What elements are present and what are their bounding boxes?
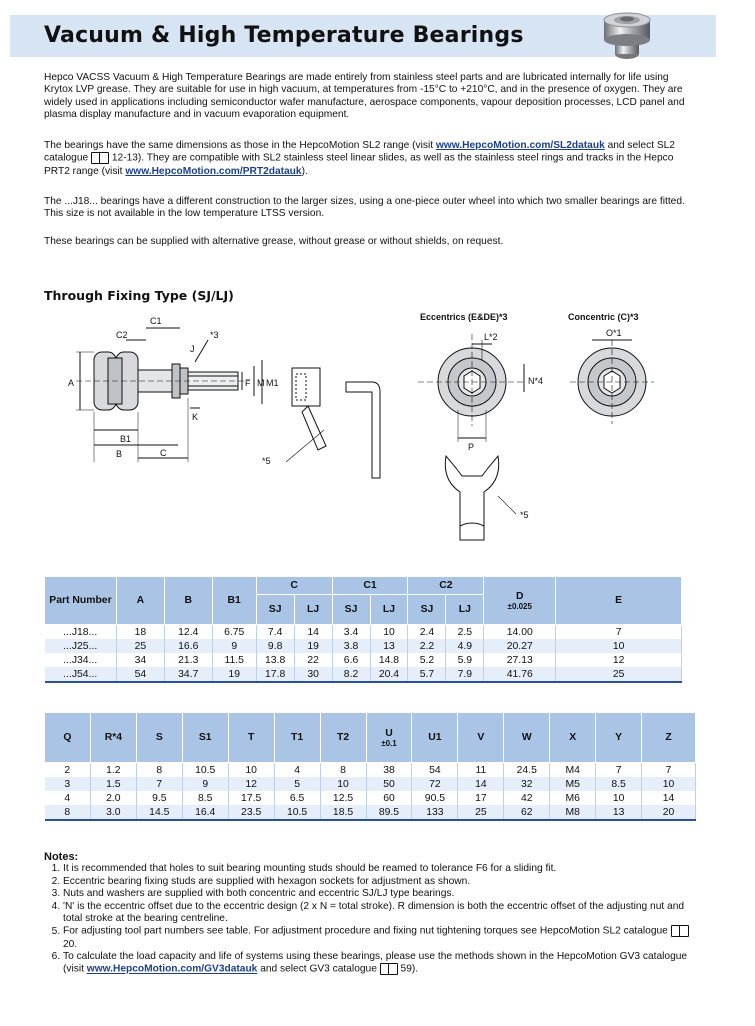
intro-paragraph-4: These bearings can be supplied with alternative grease, without grease or without shields, on request. xyxy=(44,236,504,247)
cell: 25 xyxy=(116,639,164,653)
cell: 7.9 xyxy=(446,667,484,682)
th-u-label: U xyxy=(385,727,393,739)
cell: 10 xyxy=(228,763,274,778)
label-b: B xyxy=(116,449,123,459)
th-c2-lj: LJ xyxy=(446,595,484,625)
th-c1: C1 xyxy=(332,577,408,595)
th-c2: C2 xyxy=(408,577,484,595)
cell: M6 xyxy=(550,791,596,805)
label-m: M xyxy=(257,378,265,388)
intro-paragraph-3: The ...J18... bearings have a different construction to the larger sizes, using a one-piece outer wheel into which two smaller bearings are fitted. This size is not available in the low temperature LTSS version. xyxy=(44,196,685,220)
cell: 32 xyxy=(504,777,550,791)
table-row xyxy=(45,667,682,682)
cell: 2.0 xyxy=(90,791,136,805)
prt2-link[interactable]: www.HepcoMotion.com/PRT2datauk xyxy=(125,165,302,177)
note-6-text-a: To calculate the load capacity and life of systems using these bearings, please use the methods shown in the HepcoMotion GV3 catalogue (visit xyxy=(63,950,688,976)
th-a: A xyxy=(116,577,164,625)
cell: 8.5 xyxy=(596,777,642,791)
cell: M4 xyxy=(550,763,596,778)
th-d-tolerance: ±0.025 xyxy=(507,601,532,611)
cell: 11 xyxy=(458,763,504,778)
cell: 12.5 xyxy=(320,791,366,805)
table-row xyxy=(45,653,682,667)
note-1: 1. It is recommended that holes to suit bearing mounting studs should be reamed to tolerance F6 for a sliding fit. xyxy=(63,863,704,875)
cell: 12 xyxy=(228,777,274,791)
th-t: T xyxy=(228,713,274,763)
th-x: X xyxy=(550,713,596,763)
cell: 10 xyxy=(596,791,642,805)
label-l2: L*2 xyxy=(484,332,498,342)
p2-text-c: 12-13). They are compatible with SL2 stainless steel linear slides, as well as the stainless steel rings and tracks in the Hepco PRT2 range (visit xyxy=(44,153,674,177)
label-j: J xyxy=(190,344,195,354)
cell: 6.75 xyxy=(212,625,256,640)
cell: 14.5 xyxy=(136,805,182,820)
cell: 72 xyxy=(412,777,458,791)
label-star5a: *5 xyxy=(262,456,271,466)
th-z: Z xyxy=(642,713,696,763)
gv3-link[interactable]: www.HepcoMotion.com/GV3datauk xyxy=(86,964,258,976)
th-t1: T1 xyxy=(274,713,320,763)
table-row xyxy=(45,791,696,805)
cell: ...J34... xyxy=(45,653,117,667)
cell: 8 xyxy=(45,805,91,820)
note-2: 2. Eccentric bearing fixing studs are supplied with hexagon sockets for adjustment as shown. xyxy=(63,876,704,888)
cell: 1.5 xyxy=(90,777,136,791)
cell: 14.8 xyxy=(370,653,408,667)
cell: ...J54... xyxy=(45,667,117,682)
th-s: S xyxy=(136,713,182,763)
th-c-lj: LJ xyxy=(294,595,332,625)
cell: 18.5 xyxy=(320,805,366,820)
cell: M5 xyxy=(550,777,596,791)
cell: 12 xyxy=(556,653,682,667)
catalogue-book-icon xyxy=(91,152,109,164)
cell: 7.4 xyxy=(256,625,294,640)
note-5-text-b: 20. xyxy=(63,938,78,950)
th-c1-sj: SJ xyxy=(332,595,370,625)
cell: 4.9 xyxy=(446,639,484,653)
cell: ...J25... xyxy=(45,639,117,653)
cell: 10 xyxy=(556,639,682,653)
cell: 16.4 xyxy=(182,805,228,820)
cell: ...J18... xyxy=(45,625,117,640)
cell: 42 xyxy=(504,791,550,805)
cell: 8 xyxy=(136,763,182,778)
cell: 27.13 xyxy=(484,653,556,667)
th-q: Q xyxy=(45,713,91,763)
cell: 9.5 xyxy=(136,791,182,805)
cell: 23.5 xyxy=(228,805,274,820)
cell: 20 xyxy=(642,805,696,820)
label-c2: C2 xyxy=(116,330,128,340)
cell: 2 xyxy=(45,763,91,778)
cell: 20.4 xyxy=(370,667,408,682)
section-title: Through Fixing Type (SJ/LJ) xyxy=(44,288,234,303)
p2-text-a: The bearings have the same dimensions as those in the HepcoMotion SL2 range (visit xyxy=(44,140,436,151)
cell: 4 xyxy=(45,791,91,805)
cell: 7 xyxy=(596,763,642,778)
cell: 10.5 xyxy=(274,805,320,820)
cell: 50 xyxy=(366,777,412,791)
note-6 xyxy=(63,951,704,977)
cell: 17 xyxy=(458,791,504,805)
cell: 25 xyxy=(556,667,682,682)
cell: 3.4 xyxy=(332,625,370,640)
catalogue-book-icon xyxy=(671,925,689,937)
intro-paragraph-1: Hepco VACSS Vacuum & High Temperature Bearings are made entirely from stainless steel parts and are lubricated internally for life using Krytox LVP grease. They are suitable for use in high vacuum, at temperatures from -15°C to +210°C, and in the presence of oxygen. They are widely used in applications including semiconductor wafer manufacture, aerospace components, vapour deposition processes, LCD panel and plasma display manufacture and in vacuum evaporation equipment. xyxy=(44,72,685,121)
cell: 89.5 xyxy=(366,805,412,820)
label-eccentrics: Eccentrics (E&DE)*3 xyxy=(420,312,508,322)
cell: 4 xyxy=(274,763,320,778)
label-b1: B1 xyxy=(120,434,132,444)
p2-text-b: and select SL2 catalogue xyxy=(44,140,675,165)
cell: 25 xyxy=(458,805,504,820)
cell: 7 xyxy=(642,763,696,778)
p2-text-d: ). xyxy=(301,165,308,177)
cell: 16.6 xyxy=(164,639,212,653)
cell: 8 xyxy=(320,763,366,778)
cell: 9 xyxy=(212,639,256,653)
th-c-sj: SJ xyxy=(256,595,294,625)
th-c2-sj: SJ xyxy=(408,595,446,625)
th-e: E xyxy=(556,577,682,625)
th-d xyxy=(484,577,556,625)
dimensions-table-1 xyxy=(44,576,682,683)
cell: 5.2 xyxy=(408,653,446,667)
cell: 7 xyxy=(136,777,182,791)
label-f: F xyxy=(245,378,251,388)
bearing-photo xyxy=(596,2,658,64)
dimensions-table-2 xyxy=(44,712,696,821)
cell: 14 xyxy=(458,777,504,791)
th-s1: S1 xyxy=(182,713,228,763)
cell: 2.5 xyxy=(446,625,484,640)
table-row xyxy=(45,763,696,778)
intro-paragraph-2 xyxy=(44,140,694,178)
cell: 14 xyxy=(294,625,332,640)
cell: 10 xyxy=(320,777,366,791)
cell: 12.4 xyxy=(164,625,212,640)
label-c: C xyxy=(160,448,167,458)
note-4: 4. 'N' is the eccentric offset due to the eccentric design (2 x N = total stroke). R dimension is both the eccentric offset of the adjusting nut and total stroke at the bearing centreline. xyxy=(63,901,704,926)
cell: 20.27 xyxy=(484,639,556,653)
table-row xyxy=(45,639,682,653)
th-part-number: Part Number xyxy=(45,577,117,625)
cell: 10 xyxy=(370,625,408,640)
th-b: B xyxy=(164,577,212,625)
cell: 11.5 xyxy=(212,653,256,667)
notes-title: Notes: xyxy=(44,851,79,863)
notes-list xyxy=(44,863,704,976)
note-3: 3. Nuts and washers are supplied with both concentric and eccentric SJ/LJ type bearings. xyxy=(63,888,704,900)
cell: 8.5 xyxy=(182,791,228,805)
note-6-text-c: 59). xyxy=(397,964,419,976)
cell: 2.2 xyxy=(408,639,446,653)
th-c1-lj: LJ xyxy=(370,595,408,625)
cell: 90.5 xyxy=(412,791,458,805)
cell: 2.4 xyxy=(408,625,446,640)
cell: 60 xyxy=(366,791,412,805)
th-b1: B1 xyxy=(212,577,256,625)
notes-section xyxy=(44,851,704,976)
catalogue-book-icon xyxy=(380,963,398,975)
th-w: W xyxy=(504,713,550,763)
th-u xyxy=(366,713,412,763)
label-p: P xyxy=(468,442,475,452)
cell: 3.0 xyxy=(90,805,136,820)
cell: 10.5 xyxy=(182,763,228,778)
th-d-label: D xyxy=(516,590,524,602)
label-a: A xyxy=(68,378,75,388)
cell: 18 xyxy=(116,625,164,640)
cell: 8.2 xyxy=(332,667,370,682)
label-star5b: *5 xyxy=(520,510,529,520)
cell: 7 xyxy=(556,625,682,640)
table-row xyxy=(45,805,696,820)
th-r: R*4 xyxy=(90,713,136,763)
note-5 xyxy=(63,925,704,951)
cell: 14.00 xyxy=(484,625,556,640)
table-row xyxy=(45,625,682,640)
cell: 21.3 xyxy=(164,653,212,667)
cell: 22 xyxy=(294,653,332,667)
cell: 34.7 xyxy=(164,667,212,682)
note-6-text-b: and select GV3 catalogue xyxy=(257,964,380,976)
th-c: C xyxy=(256,577,332,595)
cell: 6.6 xyxy=(332,653,370,667)
cell: 19 xyxy=(212,667,256,682)
th-u1: U1 xyxy=(412,713,458,763)
cell: 9 xyxy=(182,777,228,791)
cell: 13 xyxy=(596,805,642,820)
sl2-link[interactable]: www.HepcoMotion.com/SL2datauk xyxy=(435,140,605,151)
th-v: V xyxy=(458,713,504,763)
cell: 17.5 xyxy=(228,791,274,805)
cell: 1.2 xyxy=(90,763,136,778)
cell: 5 xyxy=(274,777,320,791)
cell: M8 xyxy=(550,805,596,820)
cell: 34 xyxy=(116,653,164,667)
label-c1: C1 xyxy=(150,316,162,326)
page-title: Vacuum & High Temperature Bearings xyxy=(44,23,524,48)
cell: 41.76 xyxy=(484,667,556,682)
label-m1: M1 xyxy=(266,378,279,388)
cell: 54 xyxy=(116,667,164,682)
cell: 24.5 xyxy=(504,763,550,778)
cell: 5.7 xyxy=(408,667,446,682)
cell: 133 xyxy=(412,805,458,820)
cell: 17.8 xyxy=(256,667,294,682)
cell: 13.8 xyxy=(256,653,294,667)
th-u-tolerance: ±0.1 xyxy=(381,738,397,748)
cell: 14 xyxy=(642,791,696,805)
bearing-diagram xyxy=(40,300,720,570)
cell: 10 xyxy=(642,777,696,791)
label-concentric: Concentric (C)*3 xyxy=(568,312,639,322)
label-n4: N*4 xyxy=(528,376,544,386)
cell: 62 xyxy=(504,805,550,820)
cell: 3 xyxy=(45,777,91,791)
label-star3: *3 xyxy=(210,330,219,340)
cell: 30 xyxy=(294,667,332,682)
table-row xyxy=(45,777,696,791)
label-o1: O*1 xyxy=(606,328,622,338)
cell: 6.5 xyxy=(274,791,320,805)
note-5-text-a: For adjusting tool part numbers see table. For adjustment procedure and fixing nut tightening torques see HepcoMotion SL2 catalogue xyxy=(63,926,671,938)
cell: 5.9 xyxy=(446,653,484,667)
th-t2: T2 xyxy=(320,713,366,763)
cell: 38 xyxy=(366,763,412,778)
cell: 19 xyxy=(294,639,332,653)
cell: 9.8 xyxy=(256,639,294,653)
cell: 3.8 xyxy=(332,639,370,653)
cell: 13 xyxy=(370,639,408,653)
cell: 54 xyxy=(412,763,458,778)
label-k: K xyxy=(192,412,199,422)
th-y: Y xyxy=(596,713,642,763)
